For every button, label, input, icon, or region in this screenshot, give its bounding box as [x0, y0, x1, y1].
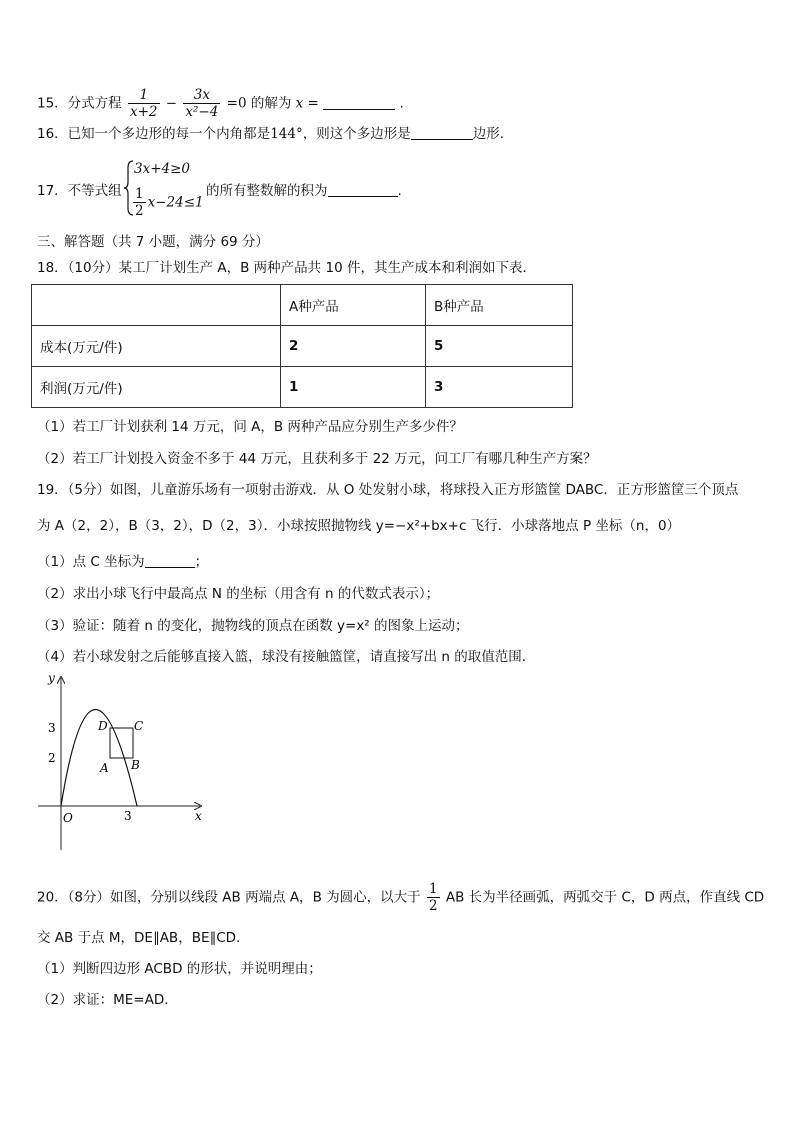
q18-part-1: （1）若工厂计划获利 14 万元，问 A，B 两种产品应分别生产多少件？: [37, 419, 463, 435]
question-17: 17．不等式组: [37, 183, 122, 199]
q17-inequality-2: $\frac{1}{2}$ x−24≤1: [135, 186, 204, 219]
q17-inequality-1: 3x+4≥0: [134, 161, 191, 177]
q18-table: [31, 284, 573, 408]
x-axis-label: x: [195, 809, 202, 823]
table-row: 成本(万元/件) 2 5: [32, 326, 573, 367]
section-title: 三、解答题（共 7 小题，满分 69 分）: [37, 234, 269, 250]
table-header-row: A种产品 B种产品: [32, 285, 573, 326]
table-row: 利润(万元/件) 1 3: [32, 367, 573, 408]
point-b-label: B: [131, 758, 140, 772]
q16-answer-blank: [411, 125, 473, 140]
q19-stem-line-2: 为 A（2，2），B（3，2），D（2，3）．小球按照抛物线 y=−x²+bx+c 飞行．小球落地点 P 坐标（n，0）: [37, 518, 681, 534]
q19-figure: [30, 670, 210, 855]
question-16: 16．已知一个多边形的每一个内角都是144°，则这个多边形是 边形.: [37, 126, 505, 142]
square-basket: [110, 728, 133, 758]
q15-fraction-1: $\frac{1}{x+2}$: [129, 87, 158, 120]
q17-tail: 的所有整数解的积为 .: [206, 183, 402, 199]
q20-stem-line-1: 20．（8分）如图，分别以线段 AB 两端点 A，B 为圆心，以大于 $\frac{1}{2}$ AB 长为半径画弧，两弧交于 C，D 两点，作直线 CD: [37, 881, 765, 914]
x-tick-3: 3: [124, 809, 132, 823]
q18-part-2: （2）若工厂计划投入资金不多于 44 万元，且获利多于 22 万元，问工厂有哪几种生产方案？: [37, 451, 597, 467]
question-15: 15．分式方程 $\frac{1}{x+2}$ − $\frac{3x}{\text{x²−4}}$ =0 的解为 x = .: [37, 87, 404, 120]
y-tick-2: 2: [48, 751, 56, 765]
origin-label: O: [63, 811, 73, 825]
q20-part-2: （2）求证：ME=AD．: [37, 992, 178, 1008]
y-tick-3: 3: [48, 721, 56, 735]
q15-answer-blank: [323, 95, 395, 110]
q20-half-fraction: $\frac{1}{2}$: [428, 881, 438, 914]
point-c-label: C: [134, 719, 144, 733]
q19-part-4: （4）若小球发射之后能够直接入篮，球没有接触篮筐，请直接写出 n 的取值范围．: [37, 649, 536, 665]
q20-stem-line-2: 交 AB 于点 M，DE∥AB，BE∥CD．: [37, 930, 250, 946]
q20-part-1: （1）判断四边形 ACBD 的形状，并说明理由；: [37, 961, 322, 977]
point-d-label: D: [98, 719, 108, 733]
q17-answer-blank: [328, 182, 398, 197]
q18-stem: 18．（10分）某工厂计划生产 A，B 两种产品共 10 件，其生产成本和利润如下表．: [37, 260, 536, 276]
q15-fraction-2: $\frac{3x}{\text{x²−4}}$: [185, 87, 219, 120]
q19-part-2: （2）求出小球飞行中最高点 N 的坐标（用含有 n 的代数式表示）；: [37, 586, 440, 602]
q15-prefix: 15．分式方程: [37, 95, 122, 112]
q19-stem-line-1: 19．（5分）如图，儿童游乐场有一项射击游戏．从 O 处发射小球，将球投入正方形篮筐 DABC．正方形篮筐三个顶点: [37, 482, 739, 498]
point-a-label: A: [100, 761, 109, 775]
q19-answer-blank: [145, 553, 195, 568]
q19-part-1: （1）点 C 坐标为 ；: [37, 554, 209, 570]
y-axis-label: y: [48, 671, 55, 685]
q19-part-3: （3）验证：随着 n 的变化，抛物线的顶点在函数 y=x² 的图象上运动；: [37, 618, 469, 634]
